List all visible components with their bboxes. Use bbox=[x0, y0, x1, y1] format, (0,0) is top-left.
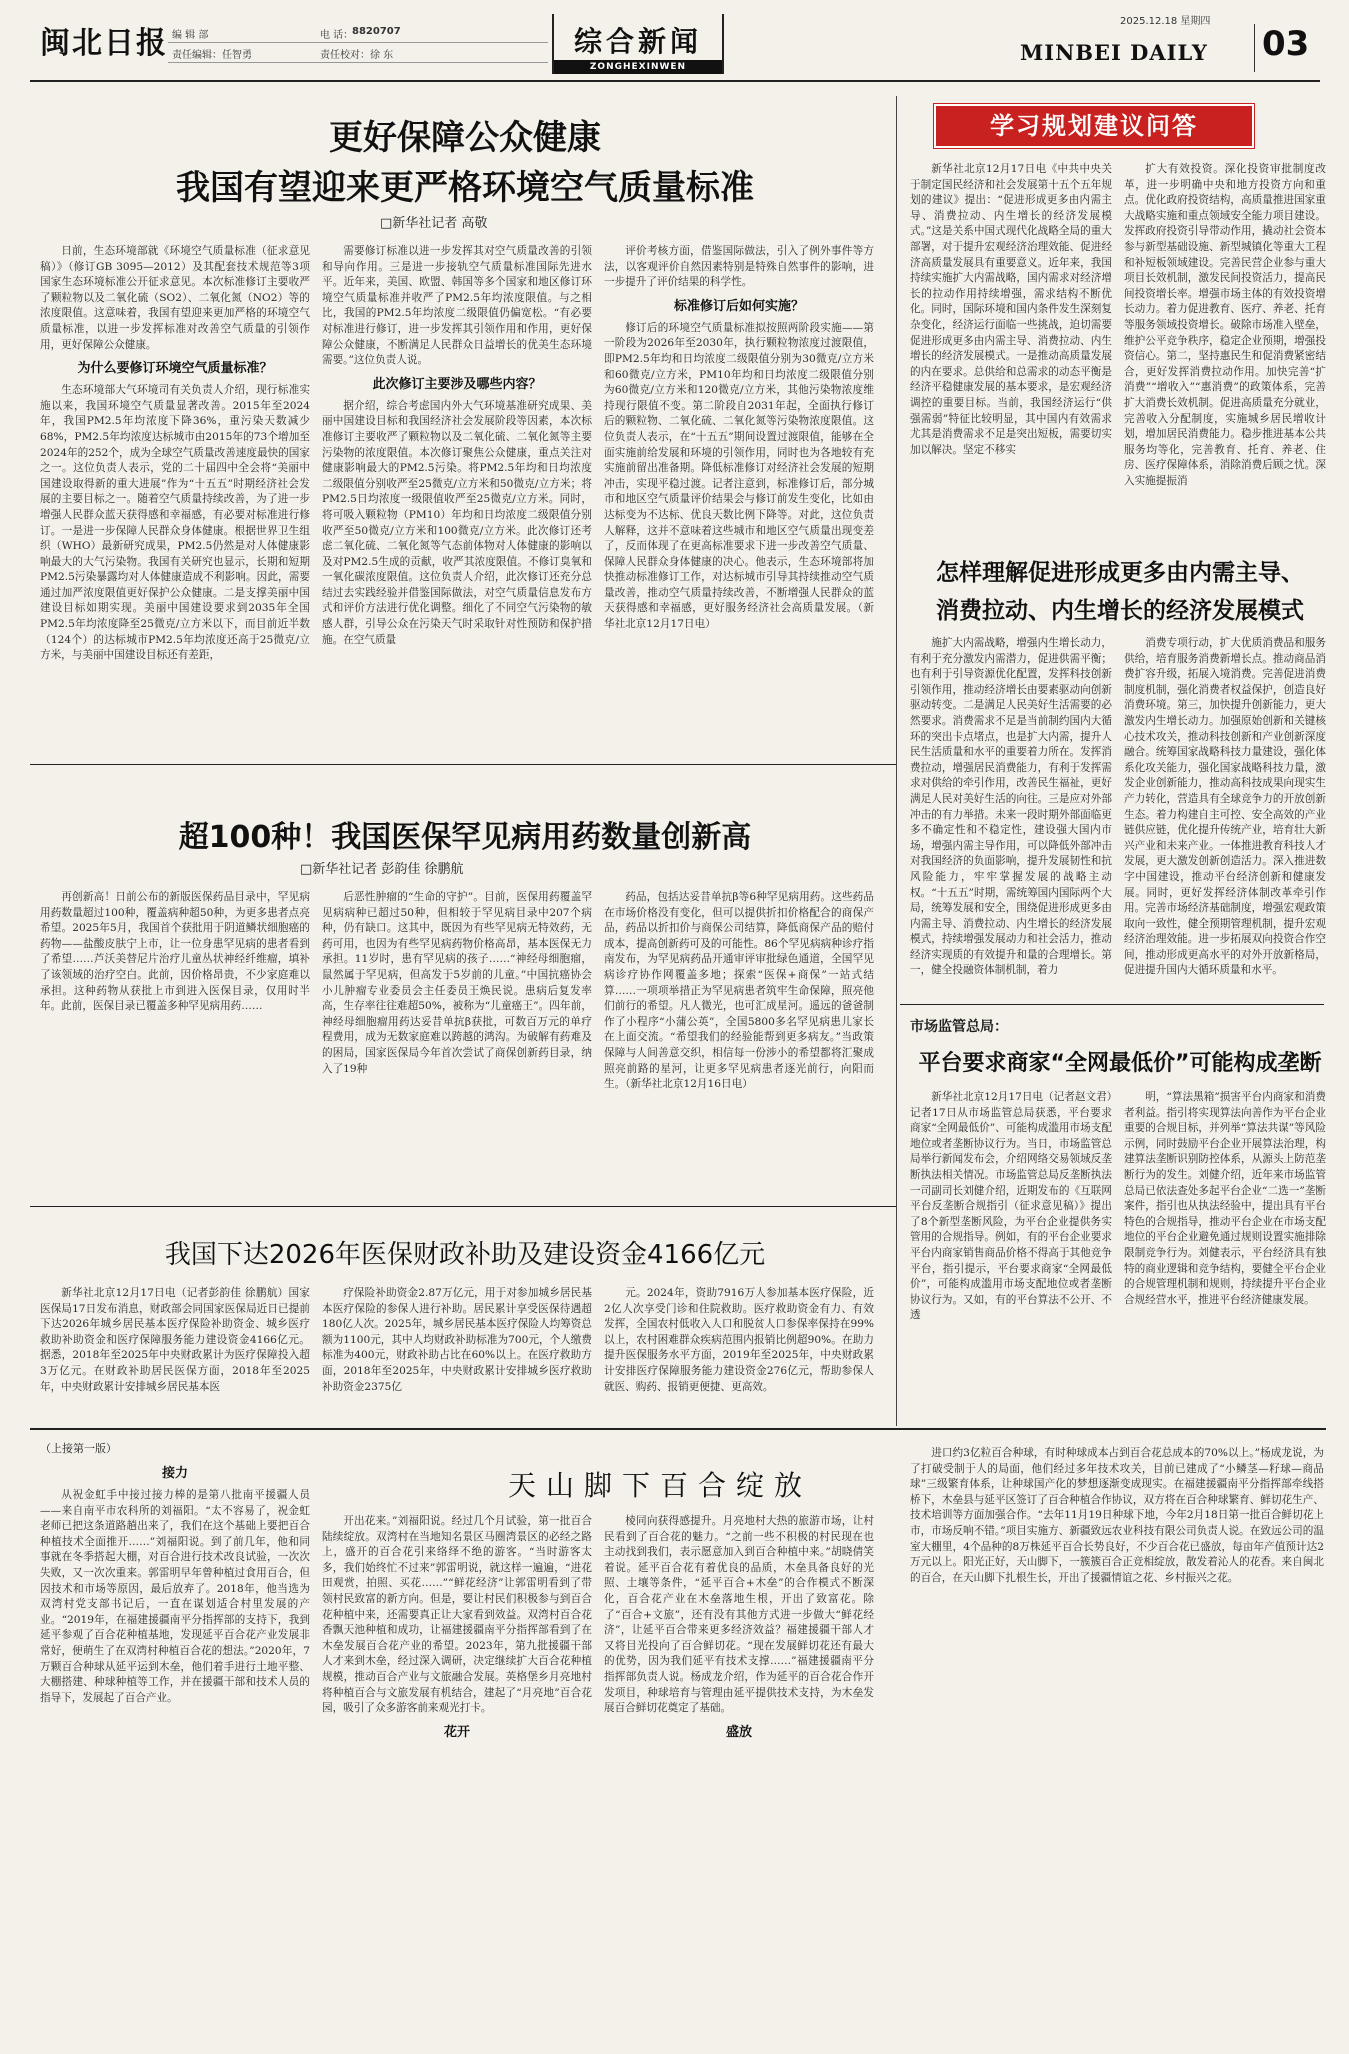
article6-column-2: 明，“算法黑箱”损害平台内商家和消费者利益。指引将实现算法向善作为平台企业重要的合规目标，并列举“算法共谋”等风险示例，同时鼓励平台企业开展算法治理，构建算法垄断识别防控体系，从源头上防范垄断行为的发生。刘健介绍，近年来市场监管总局已依法查处多起平台企业“二选一”垄断案件，指引也从执法经验中，提出具有平台特色的合规指导，推动平台企业在市场支配地位的平台企业避免通过规则设置实施排除限制竞争行为。刘健表示，平台经济具有独特的商业逻辑和竞争结构，要健全平台企业的合规管理机制和规则，持续提升平台企业合规经营水平，推进平台经济健康发展。 bbox=[1124, 1091, 1326, 1306]
editor-label: 编 辑 部 bbox=[172, 30, 209, 41]
article7-subhead-flourish: 盛放 bbox=[725, 1724, 752, 1740]
article1-column-2: 需要修订标准以进一步发挥其对空气质量改善的引领和导向作用。三是进一步接轨空气质量标准国际先进水平。近年来，美国、欧盟、韩国等多个国家和地区修订环境空气质量标准并收严了PM2.5年均浓度限值。与之相比，我国的PM2.5年均浓度二级限值仍偏宽松。“有必要对标准进行修订，进一步发挥其引领作用和作用，更好保障公众健康，不断满足人民群众日益增长的优美生态环境需要。”这位负责人说。 此次修订主要涉及哪些内容？ 据介绍，综合考虑国内外大气环境基准研究成果、美丽中国建设目标和我国经济社会发展阶段等因素，本次标准修订主要收严了颗粒物以及二氧化硫、二氧化氮等主要污染物的浓度限值。本次修订聚焦公众健康，重点关注对健康影响最大的PM2.5污染。将PM2.5年均和日均浓度二级限值分别收严至25微克/立方米和50微克/立方米；将PM2.5日均浓度一级限值收严至25微克/立方米。同时，将可吸入颗粒物（PM10）年均和日均浓度二级限值分别收严至50微克/立方米和100微克/立方米。此次修订还考虑二氧化硫、二氧化氮等气态前体物对人体健康的影响以及对PM2.5生成的贡献，收严其浓度限值。不修订臭氧和一氧化碳浓度限值。这位负责人介绍，此次修订还充分总结过去实践经验并借鉴国际做法，对空气质量信息发布方式和评价方法进行优化调整。细化了不同空气污染物的敏感人群，引导公众在污染天气时采取针对性预防和保护措施。在空气质量 bbox=[322, 245, 592, 646]
duty-editor: 责任编辑：任智勇 bbox=[172, 50, 252, 61]
article4-column-1: 新华社北京12月17日电《中共中央关于制定国民经济和社会发展第十五个五年规划的建议》提出：“促进形成更多由内需主导、消费拉动、内生增长的经济发展模式。”这是关系中国式现代化战略全局的重大部署，对于提升宏观经济治理效能、促进经济高质量发展具有重要意义。近年来，我国持续实施扩大内需战略，国内需求对经济增长的拉动作用持续增强，需求结构不断优化。同时，国际环境和国内条件发生深刻复杂变化，经济运行面临一些挑战，迫切需要促进形成更多由内需主导、消费拉动、内生增长的经济发展模式。一是推动高质量发展的内在要求。总供给和总需求的动态平衡是经济平稳健康发展的基本要求，是宏观经济调控的重要目标。当前，我国经济运行“供强需弱”特征比较明显，其中国内有效需求尤其是消费需求不足是突出短板，需要切实加以解决。坚定不移实 bbox=[910, 163, 1112, 456]
article2-title: 超100种！我国医保罕见病用药数量创新高 bbox=[178, 820, 752, 855]
article1-title-line1: 更好保障公众健康 bbox=[329, 118, 601, 158]
page-number: 03 bbox=[1262, 24, 1310, 64]
article1-subhead-what: 此次修订主要涉及哪些内容？ bbox=[372, 376, 542, 392]
article7-column-2: 开出花来。”刘福阳说。经过几个月试验，第一批百合陆续绽放。双湾村在当地知名景区马圈湾景区的必经之路上，盛开的百合花引来络绎不绝的游客。“当时游客太多，我们始终忙不过来”郭雷明说，就这样一遍遍，“进花田观赏，拍照、买花……”“鲜花经济”让郭雷明看到了带领村民致富的新方向。但是，要让村民们积极参与到百合花种植中来，还需要真正让大家看到效益。双湾村百合花香飘天池种植和成功，让福建援疆南平分指挥部看到了在木垒发展百合花产业的希望。2023年，第九批援疆干部人才来到木垒，经过深入调研，决定继续扩大百合花种植规模，推动百合产业与文旅融合发展。英格堡乡月亮地村将种植百合与文旅发展有机结合，建起了“月亮地”百合花园，吸引了众多游客前来观光打卡。 花开 bbox=[322, 1514, 592, 2048]
article3-title: 我国下达2026年医保财政补助及建设资金4166亿元 bbox=[164, 1240, 766, 1270]
article2-column-1: 再创新高！日前公布的新版医保药品目录中，罕见病用药数量超过100种，覆盖病种超50种，为更多患者点亮希望。2025年5月，我国首个获批用于阴道鳞状细胞癌的药物——盐酸皮肤宁上市，让一位身患罕见病的患者看到了希望……芦沃美替尼片治疗儿童丛状神经纤维瘤，填补了该领域的治疗空白。此前，因价格昂贵，不少家庭难以承担。这种药物从获批上市到进入医保目录，仅用时半年。此前，医保目录已覆盖多种罕见病用药…… bbox=[40, 891, 310, 1013]
study-badge: 学习规划建议问答 bbox=[934, 104, 1254, 148]
article1-subhead-when: 标准修订后如何实施？ bbox=[673, 298, 804, 314]
article1-title-line2: 我国有望迎来更严格环境空气质量标准 bbox=[176, 168, 754, 208]
article3-column-1: 新华社北京12月17日电（记者彭韵佳 徐鹏航）国家医保局17日发布消息，财政部会同国家医保局近日已提前下达2026年城乡居民基本医疗保险补助资金、城乡医疗救助补助资金和医疗保障服务能力建设资金4166亿元。据悉，2018年至2025年中央财政累计为医疗保障投入超3万亿元。在财政补助居民医保方面，2018年至2025年，中央财政累计安排城乡居民基本医 bbox=[40, 1287, 310, 1393]
article1-column-1: 日前，生态环境部就《环境空气质量标准（征求意见稿）》（修订GB 3095—2012）及其配套技术规范等3项国家生态环境标准公开征求意见。本次标准修订主要收严了颗粒物以及二氧化硫（SO2）、二氧化氮（NO2）等的浓度限值。这意味着，我国有望迎来更加严格的环境空气质量标准，以进一步发挥标准对改善空气质量的引领作用，更好保障公众健康。 为什么要修订环境空气质量标准？ 生态环境部大气环境司有关负责人介绍，现行标准实施以来，我国环境空气质量显著改善。2015年至2024年，我国PM2.5年均浓度下降36%，重污染天数减少68%，PM2.5年均浓度达标城市由2015年的73个增加至2024年的252个，成为全球空气质量改善速度最快的国家之一。这位负责人表示，党的二十届四中全会将“美丽中国建设取得新的重大进展”作为“十五五”时期经济社会发展的主要目标之一。随着空气质量持续改善，为了进一步增强人民群众蓝天获得感和幸福感，有必要对标准进行修订。一是进一步保障人民群众身体健康。根据世界卫生组织（WHO）最新研究成果，PM2.5仍然是对人体健康影响最大的大气污染物。我国有关研究也显示，长期和短期PM2.5污染暴露均对人体健康造成不利影响。因此，需要通过加严浓度限值更好保护公众健康。二是支撑美丽中国建设目标如期实现。美丽中国建设要求到2035年全国PM2.5年均浓度降至25微克/立方米以下，而目前近半数（124个）的达标城市PM2.5年均浓度还高于25微克/立方米，与美丽中国建设目标还有差距， bbox=[40, 245, 310, 662]
section-title: 综合新闻 bbox=[573, 25, 702, 58]
article5-title-line1: 怎样理解促进形成更多由内需主导、 bbox=[936, 560, 1304, 586]
proofreader: 责任校对：徐 东 bbox=[320, 50, 394, 61]
article7-column-3: 棱同向获得感提升。月亮地村大热的旅游市场，让村民看到了百合花的魅力。“之前一些不积极的村民现在也主动找到我们，表示愿意加入到百合种植中来。”胡晓倩笑着说。延平百合花有着优良的品质，木垒具备良好的光照、土壤等条件，“延平百合+木垒”的合作模式不断深化，百合花产业在木垒落地生根，开出了致富花。除了“百合+文旅”，还有没有其他方式进一步做大“鲜花经济”，让延平百合带来更多经济效益？福建援疆干部人才又将目光投向了百合鲜切花。“现在发展鲜切花还有最大的优势，因为我们延平有技术支撑……”福建援疆南平分指挥部负责人说。杨成龙介绍，作为延平的百合花合作开发项目，种球培育与管理由延平提供技术支持，为木垒发展百合鲜切花奠定了基础。 盛放 bbox=[604, 1514, 874, 2048]
article1-subhead-why: 为什么要修订环境空气质量标准？ bbox=[77, 361, 273, 377]
article6-column-1: 新华社北京12月17日电（记者赵文君）记者17日从市场监管总局获悉，平台要求商家“全网最低价”、可能构成滥用市场支配地位或者垄断协议行为。当日，市场监管总局举行新闻发布会，介绍网络交易领域反垄断执法相关情况。市场监管总局反垄断执法一司副司长刘健介绍，近期发布的《互联网平台反垄断合规指引（征求意见稿）》提出了8个新型垄断风险，为平台企业提供务实管用的合规指导。例如，有的平台企业要求平台内商家销售商品价格不得高于其他竞争平台，指引提示，平台要求商家“全网最低价”，可能构成滥用市场支配地位或者垄断协议行为。又如，有的平台算法不公开、不透 bbox=[910, 1091, 1112, 1322]
article4-column-2: 扩大有效投资。深化投资审批制度改革，进一步明确中央和地方投资方向和重点。优化政府投资结构，高质量推进国家重大战略实施和重点领域安全能力项目建设。发挥政府投资引导带动作用，撬动社会资本参与新型基础设施、新型城镇化等重大工程和补短板领域建设。完善民营企业参与重大项目长效机制，激发民间投资活力，提高民间投资增长率。增强市场主体的有效投资增长动力。着力促进教育、医疗、养老、托育等服务领域投资增长。破除市场准入壁垒，维护公平竞争秩序，稳定企业预期，增强投资信心。第二，坚持惠民生和促消费紧密结合，更好发挥消费拉动作用。加快完善“扩消费”“增收入”“惠消费”的政策体系，完善扩大消费长效机制。促进高质量充分就业，完善收入分配制度，实施城乡居民增收计划，增加居民消费能力。稳步推进基本公共服务均等化，完善教育、托育、养老、住房、医疗保障体系，消除消费后顾之忧。深入实施提振消 bbox=[1124, 163, 1326, 487]
article6-kicker: 市场监管总局： bbox=[910, 1019, 1008, 1035]
article6-title: 平台要求商家“全网最低价”可能构成垄断 bbox=[918, 1051, 1322, 1076]
article5-column-1: 施扩大内需战略，增强内生增长动力，有利于充分激发内需潜力，促进供需平衡；也有利于引导资源优化配置，发挥科技创新引领作用，推动经济增长由要素驱动向创新驱动转变。二是满足人民美好生活需要的必然要求。消费需求不足是当前制约国内大循环的突出卡点堵点，也是扩大内需，提升人民生活质量和水平的重要着力所在。发挥消费拉动，增强居民消费能力，有利于发挥需求对供给的牵引作用，改善民生福祉，更好满足人民对美好生活的向往。三是应对外部冲击的有力举措。未来一段时期外部面临更多不确定性和不稳定性，建设强大国内市场，增强内需主导作用，可以降低外部冲击对我国经济的负面影响，提升发展韧性和抗风险能力，牢牢掌握发展的战略主动权。“十五五”时期，需统筹国内国际两个大局，统筹发展和安全，围绕促进形成更多由内需主导、消费拉动、内生增长的经济发展模式，持续增强发展动力和社会活力，推动经济实现质的有效提升和量的合理增长。第一，健全投融资体制机制，着力 bbox=[910, 637, 1112, 977]
paper-logo: 闽北日报 bbox=[40, 26, 168, 61]
article1-byline: □新华社记者 高敬 bbox=[380, 216, 488, 231]
article3-column-3: 元。2024年，资助7916万人参加基本医疗保险，近2亿人次享受门诊和住院救助。医疗救助资金有力、有效发挥，全国农村低收入人口和脱贫人口参保率保持在99%以上，农村困难群众疾病范围内报销比例超90%。在助力提升医保服务水平方面，2019年至2025年，中央财政累计安排医疗保障服务能力建设资金276亿元，帮助参保人就医、购药、报销更便捷、更高效。 bbox=[604, 1287, 874, 1393]
article7-title: 天山脚下百合绽放 bbox=[507, 1469, 812, 1502]
article7-subhead-relay: 接力 bbox=[161, 1466, 188, 1481]
article2-column-3: 药品，包括达妥昔单抗β等6种罕见病用药。这些药品在市场价格没有变化，但可以提供折扣价格配合的商保产品，药品以折扣价与商保公司结算，降低商保产品的赔付成本，提高创新药可及的可能性。86个罕见病病种诊疗指南发布，为罕见病药品开通审评审批绿色通道，全国罕见病诊疗协作网覆盖多地；探索“医保+商保”一站式结算……一项项举措正为罕见病患者筑牢生命保障，照亮他们前行的希望。凡人微光，也可汇成星河。遥远的爸爸制作了小程序“小蒲公英”，全国5800多名罕见病患儿家长在上面交流。“希望我们的经验能帮到更多病友。”当政策保障与人间善意交织，相信每一份涉小的希望都将汇聚成照亮前路的星河，让更多罕见病患者逐光前行，向阳而生。（新华社北京12月16日电） bbox=[604, 891, 874, 1091]
article1-column-3: 评价考核方面，借鉴国际做法，引入了例外事件等方法，以客观评价自然因素特别是特殊自然事件的影响，进一步提升了评价结果的科学性。 标准修订后如何实施？ 修订后的环境空气质量标准拟按照两阶段实施——第一阶段为2026年至2030年，执行颗粒物浓度过渡限值，即PM2.5年均和日均浓度二级限值分别为30微克/立方米和60微克/立方米，PM10年均和日均浓度二级限值分别为60微克/立方米和120微克/立方米，其他污染物浓度维持现行限值不变。第二阶段自2031年起，全面执行修订后的颗粒物、二氧化硫、二氧化氮等污染物浓度限值。这位负责人表示，在“十五五”期间设置过渡限值，能够在全面实施前给发展和环境的引领作用，同时也为各地较有充实施前留出准备期。降低标准修订对经济社会发展的短期冲击，实现平稳过渡。记者注意到，标准修订后，部分城市和地区空气质量评价结果会与修订前发生变化，比如由达标变为不达标、优良天数比例下降等。对此，这位负责人解释，这并不意味着这些城市和地区空气质量出现变差了，反而体现了在更高标准要求下进一步改善空气质量、保障人民群众身体健康的决心。他表示，生态环境部将加快推动标准修订工作，对达标城市引导其持续推动空气质量改善，推动空气质量持续改善，不断增强人民群众的蓝天获得感和幸福感，更好服务经济社会高质量发展。（新华社北京12月17日电） bbox=[604, 245, 874, 631]
article2-column-2: 后恶性肿瘤的“生命的守护”。目前，医保用药覆盖罕见病病种已超过50种，但相较于罕见病目录中207个病种，仍有缺口。这其中，既因为有些罕见病无特效药，无药可用，也因为有些罕见病药物价格高昂，基本医保无力承担。11岁时，患有罕见病的孩子……“神经母细胞瘤，鼠然属于罕见病，但高发于5岁前的儿童。”中国抗癌协会小儿肿瘤专业委员会主任委员王焕民说。患病后复发率高，生存率往往难超50%，被称为“儿童癌王”。四年前，神经母细胞瘤用药达妥昔单抗β获批，可数百万元的单疗程费用，成为无数家庭难以跨越的鸿沟。为破解有药难及的困局，国家医保局今年首次尝试了商保创新药目录，纳入了19种 bbox=[322, 891, 592, 1075]
section-pinyin: ZONGHEXINWEN bbox=[554, 60, 722, 74]
article5-column-2: 消费专项行动，扩大优质消费品和服务供给，培育服务消费新增长点。推动商品消费扩容升级，拓展入境消费。完善促进消费制度机制，强化消费者权益保护，创造良好消费环境。第三，加快提升创新能力，更大激发内生增长动力。加强原始创新和关键核心技术攻关，推动科技创新和产业创新深度融合。统筹国家战略科技力量建设，强化体系化攻关能力，强化国家战略科技力量，激发企业创新能力，推动高科技成果向现实生产力转化，营造具有全球竞争力的开放创新生态。着力构建自主可控、安全高效的产业链供应链，优化提升传统产业，培育壮大新兴产业和未来产业。一体推进教育科技人才发展，更大激发创新创造活力。深入推进数字中国建设，推动平台经济创新和健康发展。同时，更好发挥经济体制改革牵引作用。完善市场经济基础制度，增强宏观政策取向一致性，健全预期管理机制，提升宏观经济治理效能。进一步拓展双向投资合作空间，推动形成更高水平的对外开放新格局，促进提升国内大循环质量和水平。 bbox=[1124, 637, 1326, 977]
article2-byline: □新华社记者 彭韵佳 徐鹏航 bbox=[300, 862, 464, 877]
masthead bbox=[0, 0, 1349, 82]
article7-subhead-bloom: 花开 bbox=[443, 1724, 470, 1740]
phone-number: 8820707 bbox=[352, 26, 401, 37]
article7-column-1: 接力 从祝金虹手中接过接力棒的是第八批南平援疆人员——来自南平市农科所的刘福阳。“太不容易了，祝金虹老师已把这条道路趟出来了，我们在这个基础上要把百合种植技术全面推开……”刘福阳说。到了前几年，他和同事就在冬季搭起大棚，对百合进行技术改良试验，一次次失败，又一次次重来。郭雷明早年曾种植过食用百合，但因技术和市场等原因，最后放弃了。2018年，他当选为双湾村党支部书记后，一直在谋划适合村里发展的产业。“2019年，在福建援疆南平分指挥部的支持下，我到延平参观了百合花种植基地，发现延平百合花产业发展非常好，便萌生了在双湾村种植百合花的想法。”2020年，7万颗百合种球从延平运到木垒，他们着手进行土地平整、大棚搭建、种球种植等工作，并在援疆干部和技术人员的指导下，发展起了百合产业。 bbox=[40, 1466, 310, 1704]
english-title: MINBEI DAILY bbox=[1020, 40, 1208, 65]
article3-column-2: 疗保险补助资金2.87万亿元，用于对参加城乡居民基本医疗保险的参保人进行补助。居民累计享受医保待遇超180亿人次。2025年，城乡居民基本医疗保险人均筹资总额为1100元，其中人均财政补助标准为700元，个人缴费标准为400元，财政补助占比在60%以上。在医疗救助方面，2018年至2025年，中央财政累计安排城乡医疗救助补助资金2375亿 bbox=[322, 1287, 592, 1393]
article5-title-line2: 消费拉动、内生增长的经济发展模式 bbox=[936, 598, 1304, 624]
continued-note: （上接第一版） bbox=[40, 1442, 117, 1455]
phone-label: 电 话： bbox=[320, 30, 354, 41]
issue-date: 2025.12.18 星期四 bbox=[1120, 16, 1211, 27]
section-banner bbox=[552, 14, 724, 74]
article7-column-4: 进口约3亿粒百合种球，有时种球成本占到百合花总成本的70%以上。”杨成龙说，为了打破受制于人的局面，他们经过多年技术攻关，目前已建成了“小鳞茎—籽球—商品球”三级繁育体系，让种球国产化的梦想逐渐变成现实。在福建援疆南平分指挥部牵线搭桥下，木垒县与延平区签订了百合种植合作协议，双方将在百合种球繁育、鲜切花生产、技术培训等方面加强合作。“去年11月19日种球下地，今年2月18日第一批百合鲜切花上市，市场反响不错。”项目实施方、新疆致远农业科技有限公司负责人说。在致远公司的温室大棚里，4个品种的8万株延平百合长势良好，不少百合花已盛放，每亩年产值预计达2万元以上。阳光正好，天山脚下，一簇簇百合正竞相绽放，散发着沁人的花香。来自闽北的百合，在天山脚下扎根生长，开出了援疆情谊之花、乡村振兴之花。 bbox=[910, 1447, 1324, 1584]
